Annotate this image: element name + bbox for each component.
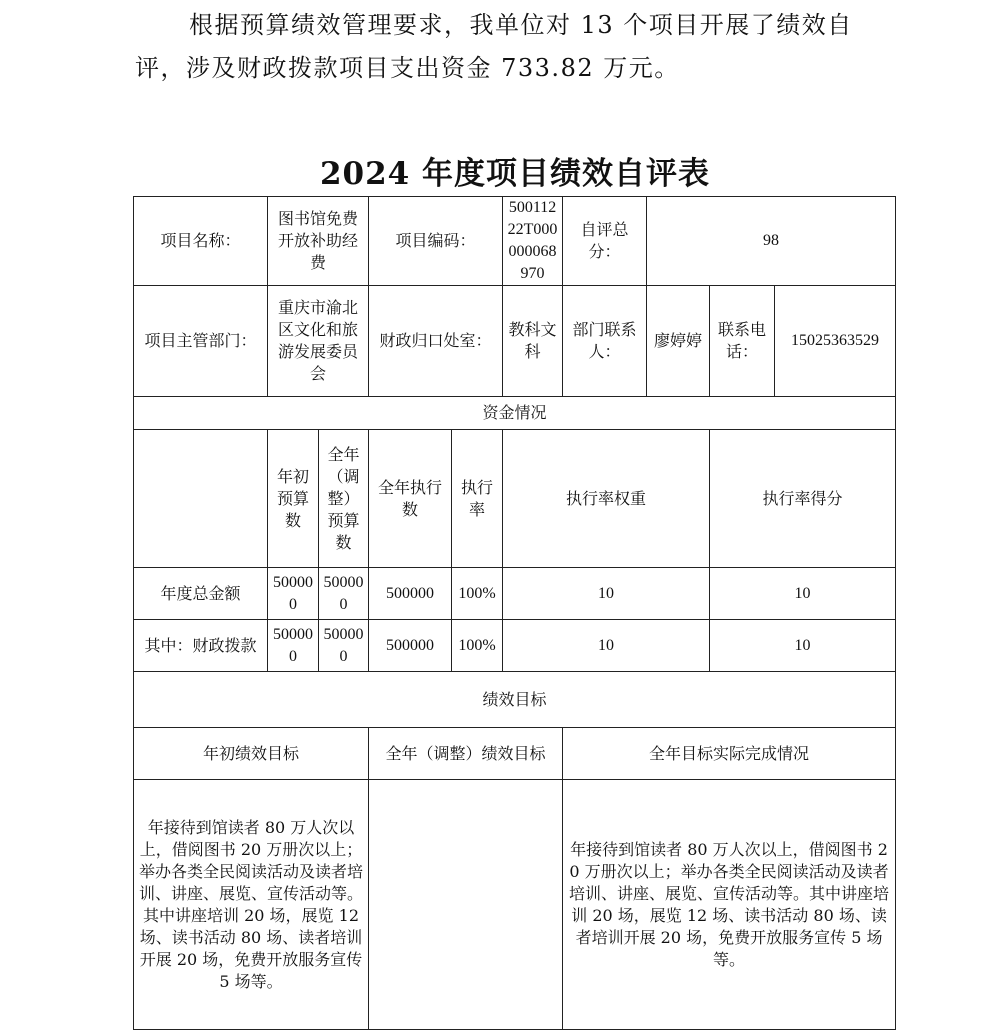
goals-adjusted-text <box>369 780 563 1030</box>
contact-value: 廖婷婷 <box>647 286 710 397</box>
funds-score-value: 10 <box>710 620 896 672</box>
performance-self-evaluation-table <box>133 196 896 1030</box>
contact-label: 部门联系人： <box>563 286 647 397</box>
page-title: 2024 年度项目绩效自评表 <box>319 156 711 192</box>
self-score-value: 98 <box>647 197 896 286</box>
dept-value: 重庆市渝北区文化和旅游发展委员会 <box>268 286 369 397</box>
project-name-value: 图书馆免费开放补助经费 <box>268 197 369 286</box>
funds-header-adjusted: 全年（调整）预算数 <box>319 430 369 568</box>
funds-header-weight: 执行率权重 <box>503 430 710 568</box>
funds-initial-value: 500000 <box>268 568 319 620</box>
funds-row-label: 其中：财政拨款 <box>134 620 268 672</box>
project-code-value: 50011222T000000068970 <box>503 197 563 286</box>
funds-header-rate: 执行率 <box>452 430 503 568</box>
project-name-label: 项目名称： <box>134 197 268 286</box>
funds-executed-value: 500000 <box>369 568 452 620</box>
funds-initial-value: 500000 <box>268 620 319 672</box>
funds-weight-value: 10 <box>503 568 710 620</box>
funds-adjusted-value: 500000 <box>319 620 369 672</box>
goals-header-actual: 全年目标实际完成情况 <box>563 728 896 780</box>
funds-rate-value: 100% <box>452 620 503 672</box>
dept-label: 项目主管部门： <box>134 286 268 397</box>
funds-header-executed: 全年执行数 <box>369 430 452 568</box>
office-value: 教科文科 <box>503 286 563 397</box>
phone-label: 联系电话： <box>710 286 775 397</box>
intro-paragraph: 根据预算绩效管理要求，我单位对 13 个项目开展了绩效自评，涉及财政拨款项目支出资金 733.82 万元。 <box>135 11 853 82</box>
funds-executed-value: 500000 <box>369 620 452 672</box>
goals-header-initial: 年初绩效目标 <box>134 728 369 780</box>
funds-rate-value: 100% <box>452 568 503 620</box>
funds-header-score: 执行率得分 <box>710 430 896 568</box>
funds-header-initial: 年初预算数 <box>268 430 319 568</box>
goals-section-header: 绩效目标 <box>134 672 896 728</box>
funds-corner-cell <box>134 430 268 568</box>
phone-value: 15025363529 <box>775 286 896 397</box>
project-code-label: 项目编码： <box>369 197 503 286</box>
funds-section-header: 资金情况 <box>134 397 896 430</box>
funds-row-label: 年度总金额 <box>134 568 268 620</box>
goals-actual-text: 年接待到馆读者 80 万人次以上，借阅图书 20 万册次以上；举办各类全民阅读活动及读者培训、讲座、展览、宣传活动等。其中讲座培训 20 场，展览 12 场、读书活动 80 场、读者培训开展 20 场，免费开放服务宣传 5 场等。 <box>563 780 896 1030</box>
goals-header-adjusted: 全年（调整）绩效目标 <box>369 728 563 780</box>
goals-initial-text: 年接待到馆读者 80 万人次以上，借阅图书 20 万册次以上；举办各类全民阅读活动及读者培训、讲座、展览、宣传活动等。其中讲座培训 20 场，展览 12 场、读书活动 80 场、读者培训开展 20 场，免费开放服务宣传 5 场等。 <box>134 780 369 1030</box>
office-label: 财政归口处室： <box>369 286 503 397</box>
funds-adjusted-value: 500000 <box>319 568 369 620</box>
funds-row-fiscal <box>134 620 896 672</box>
funds-row-total <box>134 568 896 620</box>
funds-weight-value: 10 <box>503 620 710 672</box>
funds-score-value: 10 <box>710 568 896 620</box>
self-score-label: 自评总分： <box>563 197 647 286</box>
